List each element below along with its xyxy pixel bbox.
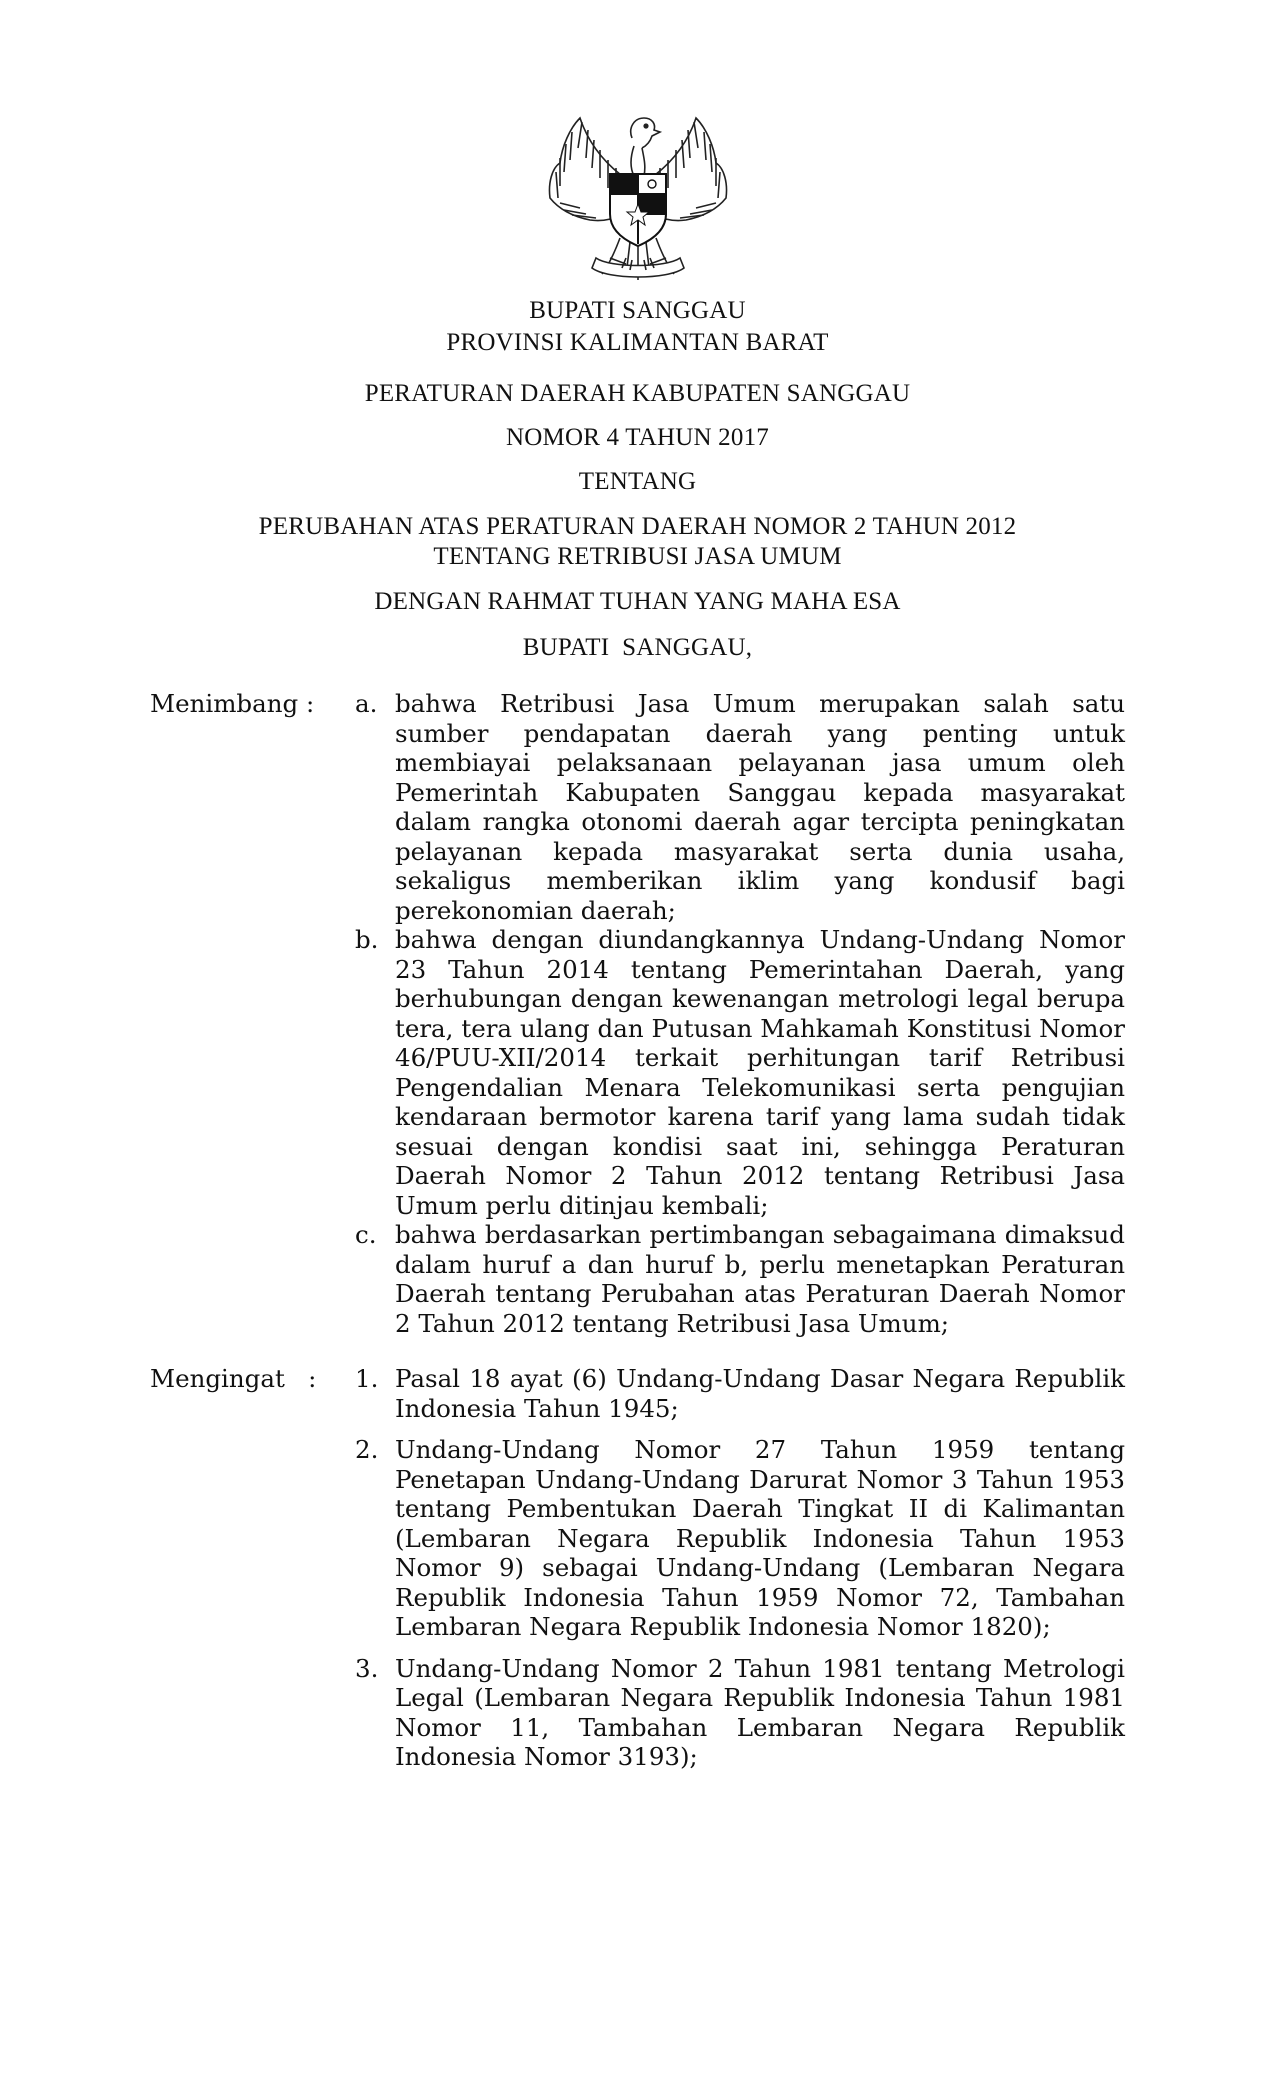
item-text: Pasal 18 ayat (6) Undang-Undang Dasar Negara Republik Indonesia Tahun 1945; — [395, 1364, 1125, 1423]
regulation-title-line2: TENTANG RETRIBUSI JASA UMUM — [433, 543, 842, 570]
about-label: TENTANG — [578, 468, 697, 495]
garuda-pancasila-emblem — [530, 108, 746, 290]
header-line-bupati: BUPATI SANGGAU — [529, 297, 746, 324]
menimbang-label: Menimbang : — [150, 689, 315, 718]
menimbang-list — [355, 689, 1125, 1338]
official-line: BUPATI SANGGAU, — [522, 634, 753, 661]
item-mark: b. — [355, 925, 379, 954]
item-mark: a. — [355, 689, 378, 718]
item-text: Undang-Undang Nomor 27 Tahun 1959 tentang Penetapan Undang-Undang Darurat Nomor 3 Tahun 1953 tentang Pembentukan Daerah Tingkat II di Kalimantan (Lembaran Negara Republik Indonesia Tahun 1953 Nomor 9) sebagai Undang-Undang (Lembaran Negara Republik Indonesia Tahun 1959 Nomor 72, Tambahan Lembaran Negara Republik Indonesia Nomor 1820); — [395, 1435, 1125, 1641]
list-item — [355, 1654, 1125, 1772]
header-line-provinsi: PROVINSI KALIMANTAN BARAT — [446, 329, 829, 356]
item-text: bahwa berdasarkan pertimbangan sebagaimana dimaksud dalam huruf a dan huruf b, perlu menetapkan Peraturan Daerah tentang Perubahan atas Peraturan Daerah Nomor 2 Tahun 2012 tentang Retribusi Jasa Umum; — [395, 1220, 1125, 1338]
item-mark: 1. — [355, 1364, 379, 1393]
list-item — [355, 1220, 1125, 1338]
list-item — [355, 925, 1125, 1220]
item-mark: c. — [355, 1220, 377, 1249]
mengingat-label: Mengingat : — [150, 1364, 317, 1393]
item-text: Undang-Undang Nomor 2 Tahun 1981 tentang Metrologi Legal (Lembaran Negara Republik Indonesia Tahun 1981 Nomor 11, Tambahan Lembaran Negara Republik Indonesia Nomor 3193); — [395, 1653, 1125, 1771]
regulation-number: NOMOR 4 TAHUN 2017 — [506, 424, 769, 451]
item-text: bahwa dengan diundangkannya Undang-Undang Nomor 23 Tahun 2014 tentang Pemerintahan Daerah, yang berhubungan dengan kewenangan metrologi legal berupa tera, tera ulang dan Putusan Mahkamah Konstitusi Nomor 46/PUU-XII/2014 terkait perhitungan tarif Retribusi Pengendalian Menara Telekomunikasi serta pengujian kendaraan bermotor karena tarif yang lama sudah tidak sesuai dengan kondisi saat ini, sehingga Peraturan Daerah Nomor 2 Tahun 2012 tentang Retribusi Jasa Umum perlu ditinjau kembali; — [395, 925, 1125, 1220]
mengingat-list — [355, 1364, 1125, 1772]
item-text: bahwa Retribusi Jasa Umum merupakan salah satu sumber pendapatan daerah yang penting untuk membiayai pelaksanaan pelayanan jasa umum oleh Pemerintah Kabupaten Sanggau kepada masyarakat dalam rangka otonomi daerah agar tercipta peningkatan pelayanan kepada masyarakat serta dunia usaha, sekaligus memberikan iklim yang kondusif bagi perekonomian daerah; — [395, 689, 1125, 925]
item-mark: 3. — [355, 1653, 379, 1683]
regulation-title-line1: PERUBAHAN ATAS PERATURAN DAERAH NOMOR 2 TAHUN 2012 — [258, 513, 1017, 540]
list-item — [355, 1435, 1125, 1642]
list-item — [355, 689, 1125, 925]
blessing-line: DENGAN RAHMAT TUHAN YANG MAHA ESA — [374, 588, 901, 615]
list-item — [355, 1364, 1125, 1423]
item-mark: 2. — [355, 1435, 379, 1464]
regulation-type: PERATURAN DAERAH KABUPATEN SANGGAU — [364, 380, 911, 407]
